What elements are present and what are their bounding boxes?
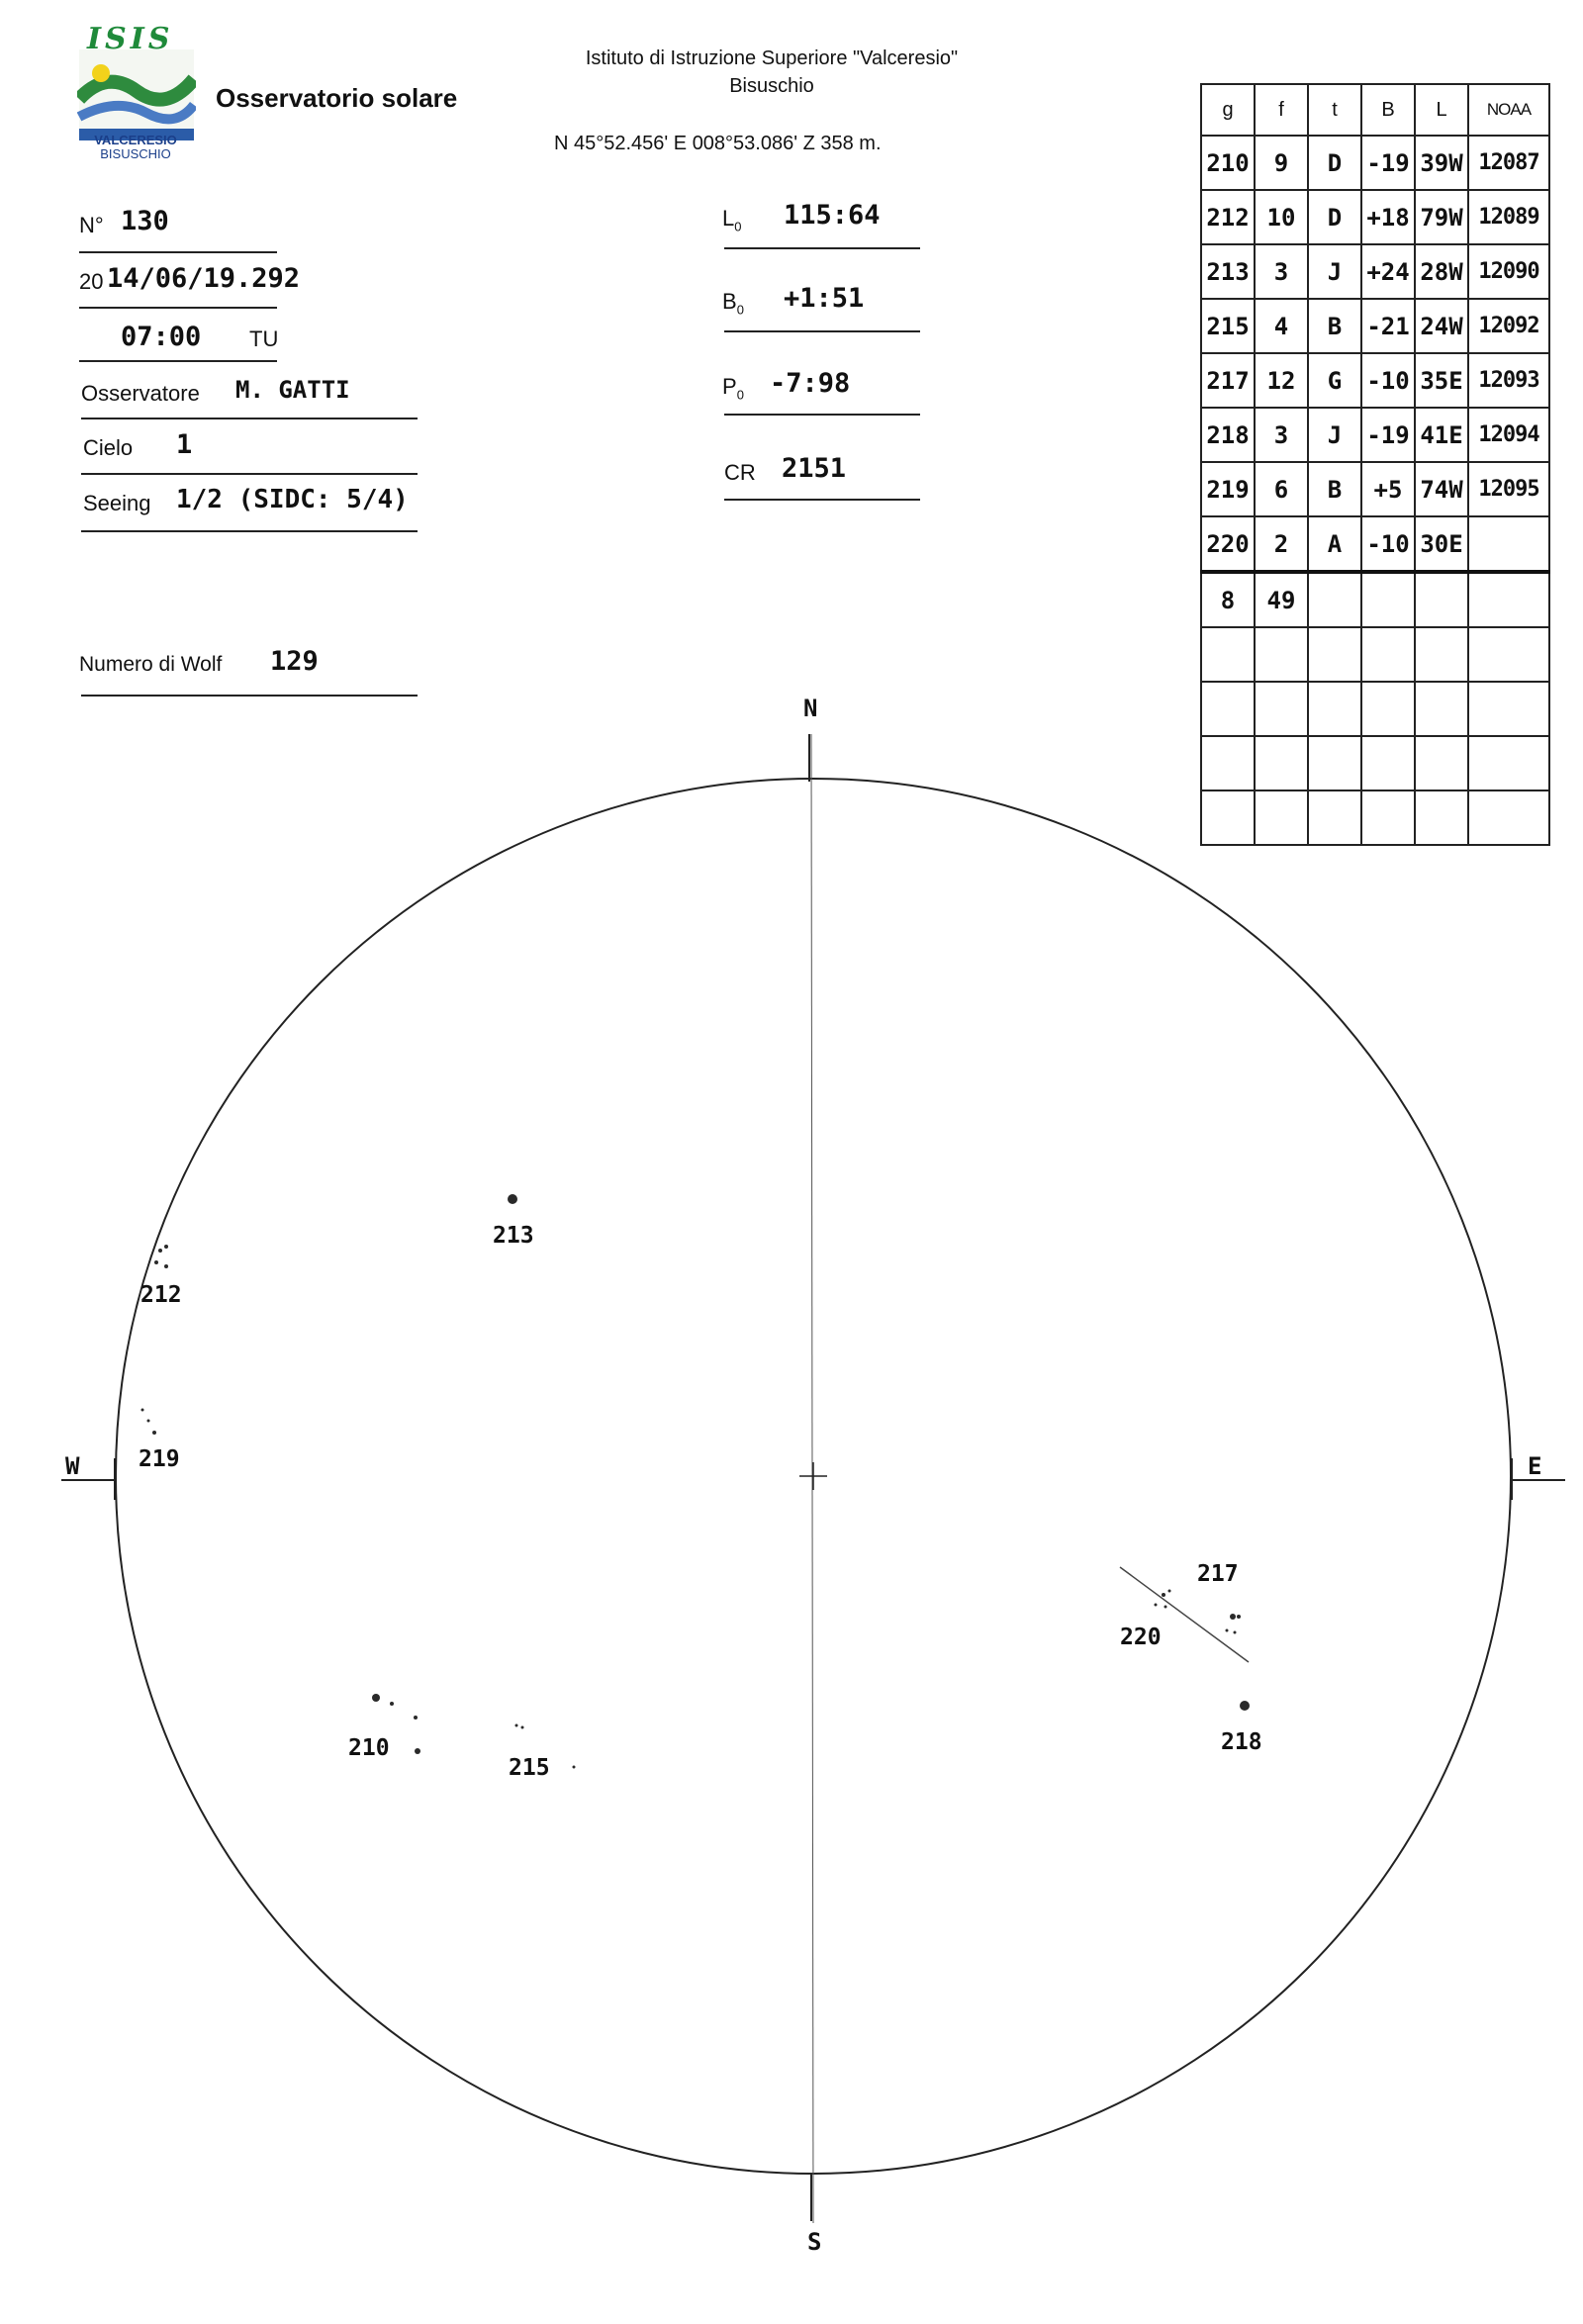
- date-prefix: 20: [79, 269, 104, 294]
- table-cell: 12089: [1468, 190, 1549, 244]
- column-header: B: [1361, 84, 1415, 136]
- group-label: 213: [493, 1223, 534, 1249]
- sunspots-layer: [141, 1194, 1251, 1769]
- column-header: L: [1415, 84, 1468, 136]
- observer-label: Osservatore: [81, 381, 200, 406]
- table-cell: 220: [1201, 516, 1255, 572]
- table-cell: 49: [1255, 572, 1308, 627]
- table-cell: 24W: [1415, 299, 1468, 353]
- table-cell: -19: [1361, 408, 1415, 462]
- cr-value: 2151: [782, 453, 847, 484]
- table-cell: 74W: [1415, 462, 1468, 516]
- number-label: N°: [79, 213, 104, 237]
- sunspot-mark: [1240, 1701, 1250, 1711]
- sunspot-mark: [1230, 1614, 1236, 1620]
- p0-label: $P_0$: [722, 374, 744, 403]
- wolf-number-value: 129: [270, 646, 319, 677]
- table-cell: 12090: [1468, 244, 1549, 299]
- seeing-value: 1/2 (SIDC: 5/4): [176, 485, 409, 514]
- sunspot-mark: [372, 1694, 380, 1702]
- sunspot-mark: [573, 1766, 576, 1769]
- table-cell: 41E: [1415, 408, 1468, 462]
- table-cell: J: [1308, 408, 1361, 462]
- table-cell: +18: [1361, 190, 1415, 244]
- table-cell: 12094: [1468, 408, 1549, 462]
- time-value: 07:00: [121, 322, 202, 352]
- table-cell: 12: [1255, 353, 1308, 408]
- table-cell: 210: [1201, 136, 1255, 190]
- table-cell: 9: [1255, 136, 1308, 190]
- table-cell: J: [1308, 244, 1361, 299]
- sunspot-mark: [521, 1726, 524, 1729]
- table-cell: 6: [1255, 462, 1308, 516]
- table-cell: -21: [1361, 299, 1415, 353]
- table-cell: 3: [1255, 408, 1308, 462]
- sunspot-mark: [1162, 1593, 1165, 1597]
- table-cell: 219: [1201, 462, 1255, 516]
- observatory-title: Osservatorio solare: [216, 83, 458, 113]
- observer-value: M. GATTI: [235, 376, 350, 404]
- table-cell: -19: [1361, 136, 1415, 190]
- west-label: W: [65, 1452, 80, 1480]
- sunspot-mark: [141, 1409, 144, 1412]
- table-cell: 8: [1201, 572, 1255, 627]
- sunspot-mark: [164, 1264, 168, 1268]
- logo-subtitle-1: VALCERESIO: [94, 133, 177, 147]
- table-cell: 3: [1255, 244, 1308, 299]
- table-cell: 212: [1201, 190, 1255, 244]
- seeing-label: Seeing: [83, 491, 151, 515]
- column-header: NOAA: [1468, 84, 1549, 136]
- station-coordinates: N 45°52.456' E 008°53.086' Z 358 m.: [554, 133, 882, 154]
- table-cell: 35E: [1415, 353, 1468, 408]
- table-cell: +5: [1361, 462, 1415, 516]
- table-cell: 79W: [1415, 190, 1468, 244]
- sunspot-mark: [415, 1748, 420, 1754]
- east-label: E: [1528, 1452, 1542, 1480]
- l0-value: 115:64: [784, 200, 881, 231]
- table-cell: 12092: [1468, 299, 1549, 353]
- sunspot-mark: [1155, 1604, 1158, 1607]
- north-label: N: [803, 695, 818, 722]
- table-cell: 213: [1201, 244, 1255, 299]
- south-label: S: [807, 2228, 822, 2256]
- table-cell: 28W: [1415, 244, 1468, 299]
- sunspot-mark: [515, 1724, 518, 1727]
- table-cell: D: [1308, 190, 1361, 244]
- logo-subtitle-2: BISUSCHIO: [100, 146, 171, 161]
- table-cell: 10: [1255, 190, 1308, 244]
- sunspot-mark: [1234, 1631, 1237, 1634]
- number-value: 130: [121, 206, 169, 236]
- group-label: 217: [1197, 1561, 1239, 1587]
- table-cell: 218: [1201, 408, 1255, 462]
- column-header: g: [1201, 84, 1255, 136]
- b0-label: $B_0$: [722, 289, 744, 318]
- table-cell: 39W: [1415, 136, 1468, 190]
- sunspot-mark: [158, 1249, 162, 1253]
- table-cell: A: [1308, 516, 1361, 572]
- table-cell: G: [1308, 353, 1361, 408]
- b0-value: +1:51: [784, 283, 865, 314]
- sunspot-mark: [1164, 1606, 1167, 1609]
- sky-value: 1: [176, 429, 193, 460]
- wolf-number-label: Numero di Wolf: [79, 653, 223, 676]
- column-header: t: [1308, 84, 1361, 136]
- group-label: 220: [1120, 1625, 1162, 1650]
- group-label: 210: [348, 1735, 390, 1761]
- cr-label: CR: [724, 460, 756, 485]
- group-label: 212: [140, 1282, 182, 1308]
- sunspot-mark: [390, 1702, 394, 1706]
- sunspot-mark: [154, 1260, 158, 1264]
- table-cell: 2: [1255, 516, 1308, 572]
- institute-name: Istituto di Istruzione Superiore "Valceresio": [585, 47, 959, 69]
- group-label: 218: [1221, 1729, 1262, 1755]
- sky-label: Cielo: [83, 435, 134, 460]
- table-cell: 12087: [1468, 136, 1549, 190]
- p0-value: -7:98: [770, 368, 851, 399]
- table-cell: 12095: [1468, 462, 1549, 516]
- sunspot-mark: [152, 1431, 156, 1435]
- sunspot-mark: [1226, 1629, 1229, 1632]
- time-unit: TU: [249, 326, 279, 351]
- sunspot-mark: [1237, 1615, 1241, 1619]
- l0-label: $L_0$: [722, 206, 742, 234]
- group-label: 219: [139, 1446, 180, 1472]
- sunspot-mark: [1168, 1590, 1171, 1593]
- table-cell: 217: [1201, 353, 1255, 408]
- table-cell: B: [1308, 299, 1361, 353]
- table-cell: -10: [1361, 516, 1415, 572]
- sunspot-mark: [164, 1245, 168, 1249]
- sunspot-mark: [414, 1716, 418, 1720]
- table-cell: 4: [1255, 299, 1308, 353]
- sunspot-mark: [508, 1194, 517, 1204]
- institute-town: Bisuschio: [729, 75, 814, 97]
- group-label: 215: [509, 1755, 550, 1781]
- table-cell: 12093: [1468, 353, 1549, 408]
- table-cell: 215: [1201, 299, 1255, 353]
- table-cell: -10: [1361, 353, 1415, 408]
- column-header: f: [1255, 84, 1308, 136]
- logo-wordmark: ISIS: [87, 22, 174, 56]
- table-cell: B: [1308, 462, 1361, 516]
- date-value: 14/06/19.292: [107, 263, 301, 294]
- sunspot-mark: [147, 1420, 150, 1423]
- table-cell: 30E: [1415, 516, 1468, 572]
- table-cell: D: [1308, 136, 1361, 190]
- table-cell: +24: [1361, 244, 1415, 299]
